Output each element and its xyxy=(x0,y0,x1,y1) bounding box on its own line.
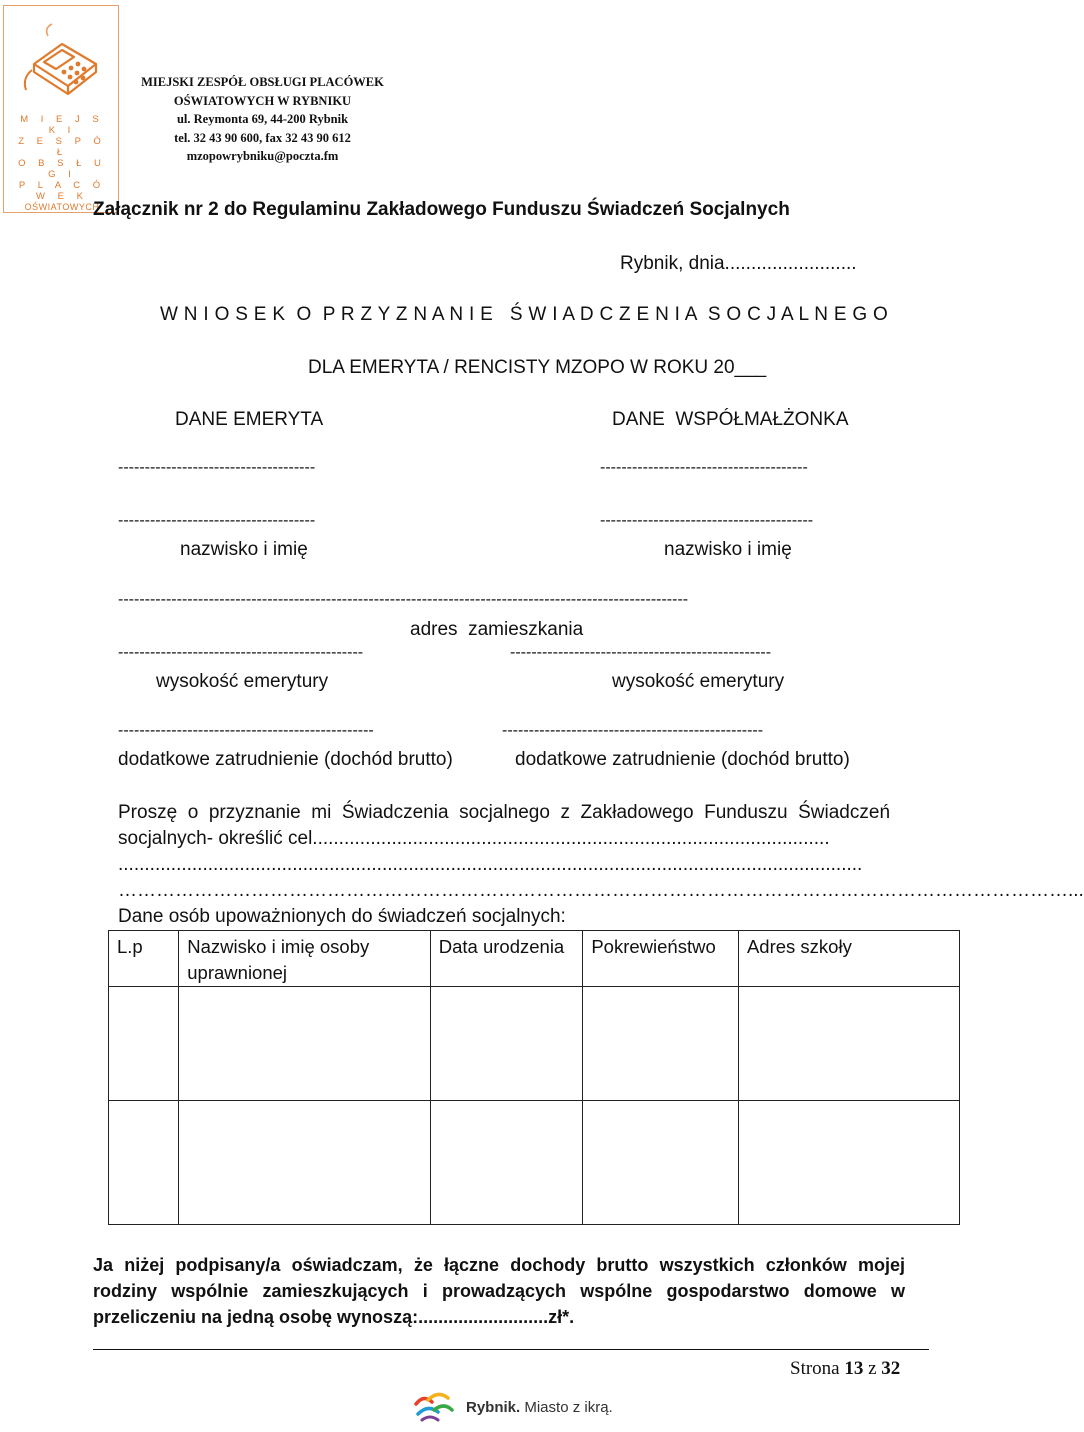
table-cell[interactable] xyxy=(738,987,959,1101)
request-text-line-1: Proszę o przyznanie mi Świadczenia socjalnego z Zakładowego Funduszu Świadczeń xyxy=(118,802,891,823)
date-line: Rybnik, dnia......................... xyxy=(620,253,857,274)
request-purpose-line-2: ……………………………………………………………………………………………………………………………………... xyxy=(118,880,1084,901)
retiree-field-line-2: ------------------------------------- xyxy=(118,512,316,529)
institution-name: MIEJSKI ZESPÓŁ OBSŁUGI PLACÓWEK xyxy=(141,75,384,89)
retiree-field-line-1: ------------------------------------- xyxy=(118,459,316,476)
calculator-icon xyxy=(4,6,118,116)
table-cell[interactable] xyxy=(179,987,430,1101)
table-header-row xyxy=(109,931,960,987)
col-header-lp: L.p xyxy=(109,931,179,987)
logo-lettering: M I E J S K I Z E S P Ó Ł O B S Ł U G I P L A C Ó W E K OŚWIATOWYCH xyxy=(18,114,106,212)
spouse-pension-line: ------------------------------------------------- xyxy=(510,644,772,661)
subtitle: DLA EMERYTA / RENCISTY MZOPO W ROKU 20___ xyxy=(308,357,767,378)
col-header-birthdate: Data urodzenia xyxy=(430,931,583,987)
table-row xyxy=(109,987,960,1101)
table-cell[interactable] xyxy=(109,987,179,1101)
spouse-data-header: DANE WSPÓŁMAŁŻONKA xyxy=(612,409,849,430)
retiree-job-label: dodatkowe zatrudnienie (dochód brutto) xyxy=(118,749,453,770)
col-header-name: Nazwisko i imię osoby uprawnionej xyxy=(179,931,430,987)
table-cell[interactable] xyxy=(583,987,739,1101)
rybnik-city-logo-icon xyxy=(412,1390,456,1422)
institution-phone: tel. 32 43 90 600, fax 32 43 90 612 xyxy=(174,130,351,145)
col-header-school-address: Adres szkoły xyxy=(738,931,959,987)
spouse-name-label: nazwisko i imię xyxy=(664,539,792,560)
institution-street: ul. Reymonta 69, 44-200 Rybnik xyxy=(176,112,349,126)
retiree-pension-line: ---------------------------------------------- xyxy=(118,644,364,661)
retiree-job-line: ------------------------------------------------ xyxy=(118,722,374,739)
retiree-data-header: DANE EMERYTA xyxy=(175,409,324,430)
table-cell[interactable] xyxy=(109,1101,179,1225)
rybnik-slogan: Rybnik. Miasto z ikrą. xyxy=(466,1399,613,1416)
col-header-relation: Pokrewieństwo xyxy=(583,931,739,987)
spouse-field-line-2: ---------------------------------------- xyxy=(600,512,814,529)
persons-heading: Dane osób upoważnionych do świadczeń socjalnych: xyxy=(118,906,566,927)
table-row xyxy=(109,1101,960,1225)
footer-divider xyxy=(93,1349,929,1350)
table-cell[interactable] xyxy=(738,1101,959,1225)
table-cell[interactable] xyxy=(430,987,583,1101)
spouse-job-label: dodatkowe zatrudnienie (dochód brutto) xyxy=(515,749,850,770)
table-cell[interactable] xyxy=(430,1101,583,1225)
main-title: W N I O S E K O P R Z Y Z N A N I E Ś W I A D C Z E N I A S O C J A L N E G O xyxy=(160,304,889,325)
address-label: adres zamieszkania xyxy=(410,619,584,640)
spouse-pension-label: wysokość emerytury xyxy=(612,671,785,692)
page-number: Strona 13 z 32 xyxy=(790,1358,901,1379)
request-text-line-2: socjalnych- określić cel.................................................................................................. xyxy=(118,828,830,849)
address-field-line: ----------------------------------------------------------------------------------------------------------- xyxy=(118,591,689,608)
retiree-pension-label: wysokość emerytury xyxy=(156,671,329,692)
table-cell[interactable] xyxy=(583,1101,739,1225)
spouse-field-line-1: --------------------------------------- xyxy=(600,459,808,476)
retiree-name-label: nazwisko i imię xyxy=(180,539,308,560)
institution-city: OŚWIATOWYCH W RYBNIKU xyxy=(173,93,352,108)
institution-email: mzopowrybniku@poczta.fm xyxy=(186,149,339,163)
request-purpose-line-1: ............................................................................................................................................. xyxy=(118,854,863,875)
income-declaration: Ja niżej podpisany/a oświadczam, że łączne dochody brutto wszystkich członków mojej rodziny wspólnie zamieszkujących i prowadzących wspólne gospodarstwo domowe w przeliczeniu na jedną osobę wynoszą:..........................zł*. xyxy=(93,1255,905,1327)
mzopo-logo xyxy=(3,5,119,213)
authorized-persons-table xyxy=(108,930,960,1225)
attachment-title: Załącznik nr 2 do Regulaminu Zakładowego Funduszu Świadczeń Socjalnych xyxy=(93,199,790,220)
institution-address-block xyxy=(135,73,390,166)
spouse-job-line: ------------------------------------------------- xyxy=(502,722,764,739)
table-cell[interactable] xyxy=(179,1101,430,1225)
